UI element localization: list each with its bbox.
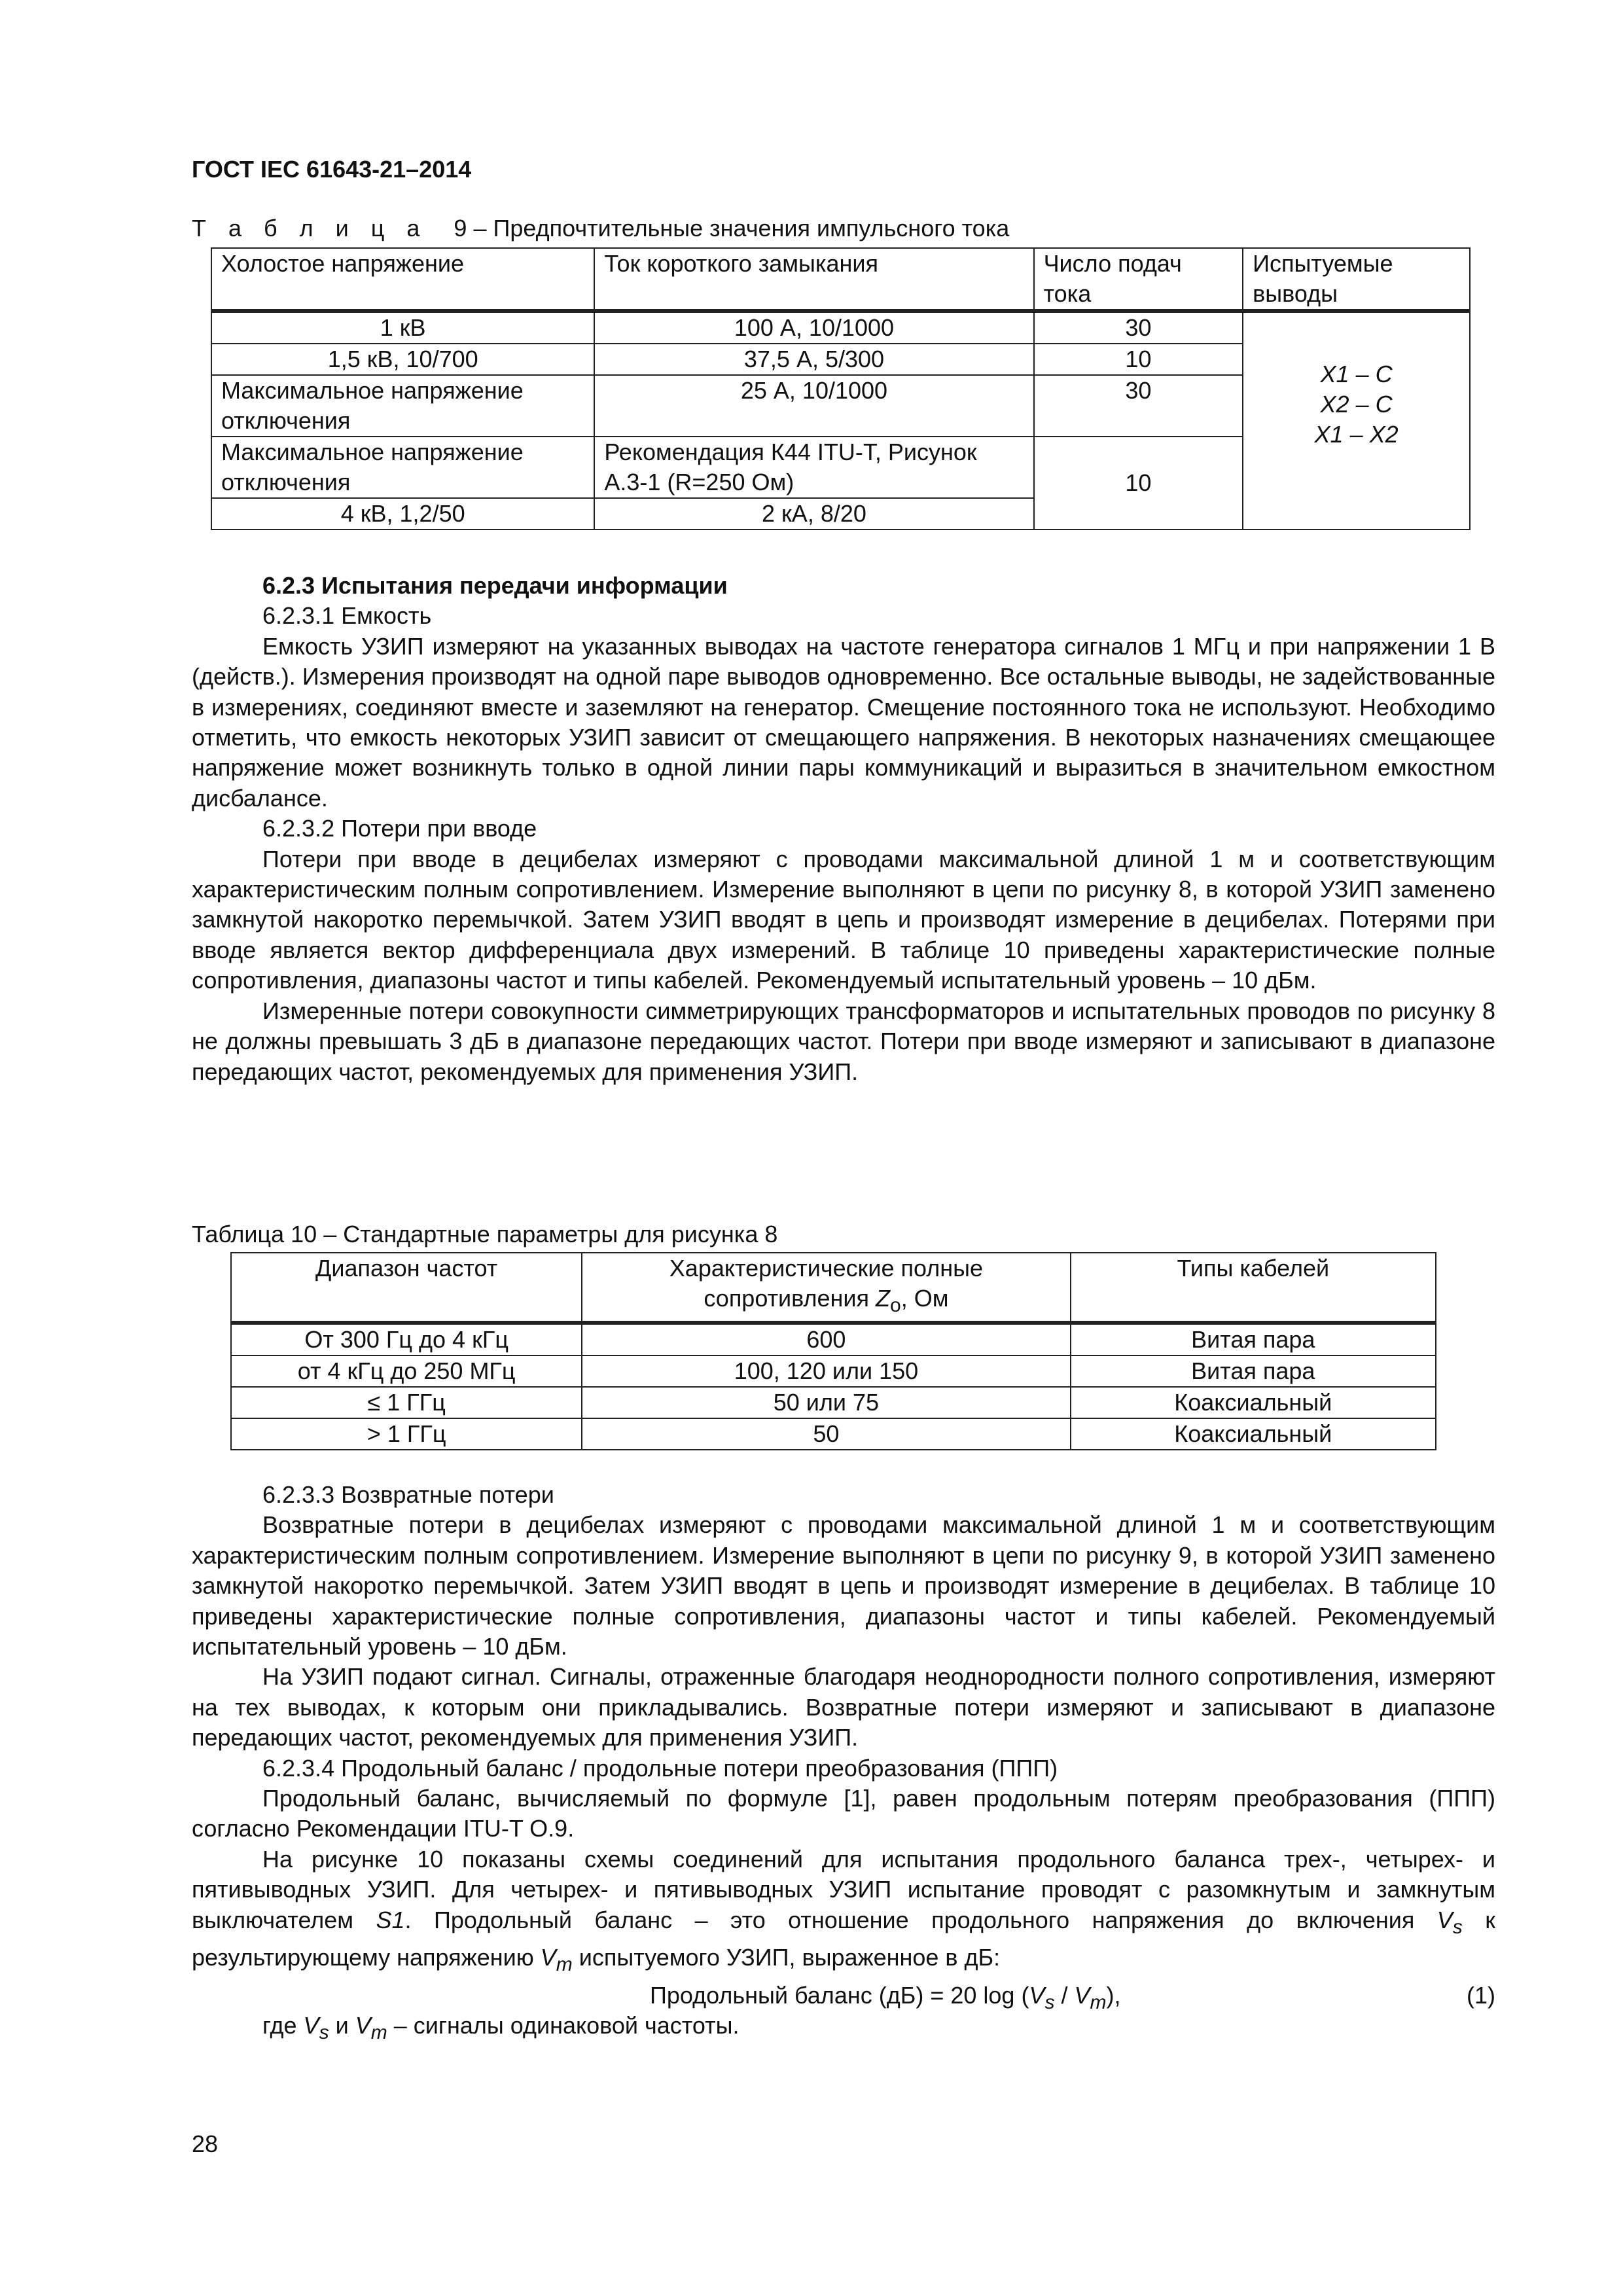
paragraph: Емкость УЗИП измеряют на указанных выводах на частоте генератора сигналов 1 МГц и при напряжении 1 В (действ.). Измерения производят на одной паре выводов одновременно. Все остальные выводы, не задействованные в измерениях, соединяют вместе и заземляют на генератор. Смещение постоянного тока не используют. Необходимо отметить, что емкость некоторых УЗИП зависит от смещающего напряжения. В некоторых назначениях смещающее напряжение может возникнуть только в одной линии пары коммуникаций и выразиться в значительном емкостном дисбалансе.	[192, 632, 1495, 812]
text: – сигналы одинаковой частоты.	[387, 2011, 740, 2039]
symbol: V	[540, 1944, 556, 1971]
table10-header-row	[231, 1253, 1436, 1323]
table-cell: 50	[582, 1418, 1070, 1450]
text: к результирующему напряжению	[192, 1906, 1495, 1971]
terminal-label: X2 – C	[1320, 391, 1393, 418]
symbol: Z	[876, 1285, 890, 1312]
header-line	[592, 1283, 1060, 1321]
terminal-label: X1 – X2	[1314, 421, 1399, 448]
page-number: 28	[192, 2130, 219, 2157]
table-cell: Рекомендация К44 ITU-T, Рисунок А.3-1 (R=250 Ом)	[594, 437, 1033, 498]
symbol: V	[1436, 1906, 1453, 1933]
table9-header-row	[211, 248, 1470, 311]
subsection-heading: 6.2.3.1 Емкость	[262, 602, 432, 630]
table9-header-cell: Холостое напряжение	[211, 248, 594, 311]
table10-header-cell: Диапазон частот	[231, 1253, 582, 1323]
subscript: m	[1090, 1992, 1107, 2014]
paragraph	[192, 1844, 1495, 1981]
section-6-2-3	[192, 571, 1495, 1087]
symbol: V	[1029, 1981, 1045, 2009]
paragraph: Продольный баланс, вычисляемый по формуле [1], равен продольным потерям преобразования (ППП) согласно Рекомендации ITU-T O.9.	[192, 1785, 1495, 1842]
table-cell: 10	[1034, 437, 1243, 529]
table9-header-cell: Ток короткого замыкания	[594, 248, 1033, 311]
subscript: o	[890, 1295, 901, 1317]
table-cell: 30	[1034, 375, 1243, 437]
text: испытуемого УЗИП, выраженное в дБ:	[572, 1944, 1001, 1971]
table-cell: 4 кВ, 1,2/50	[211, 498, 594, 529]
terminal-label: X1 – C	[1320, 361, 1393, 387]
section-heading: 6.2.3 Испытания передачи информации	[262, 572, 728, 599]
table-cell: 1 кВ	[211, 311, 594, 344]
table-cell: 600	[582, 1323, 1070, 1355]
subscript: m	[370, 2022, 387, 2044]
text: /	[1054, 1981, 1075, 2009]
header-text: , Ом	[901, 1285, 949, 1312]
table-cell: 30	[1034, 311, 1243, 344]
subscript: s	[1044, 1992, 1055, 2014]
formula-number: (1)	[1467, 1981, 1495, 2009]
table9-header-cell: Испытуемые выводы	[1243, 248, 1470, 311]
paragraph: Измеренные потери совокупности симметрирующих трансформаторов и испытательных проводов по рисунку 8 не должны превышать 3 дБ в диапазоне передающих частот. Потери при вводе измеряют и записывают в диапазоне передающих частот, рекомендуемых для применения УЗИП.	[192, 997, 1495, 1085]
table10	[230, 1252, 1436, 1450]
table-cell: Витая пара	[1071, 1323, 1436, 1355]
table-cell: > 1 ГГц	[231, 1418, 582, 1450]
table10-header-cell	[582, 1253, 1070, 1323]
table-cell: Максимальное напряжение отключения	[211, 437, 594, 498]
text: и	[329, 2011, 355, 2039]
text: ),	[1106, 1981, 1121, 2009]
subscript: s	[1452, 1916, 1463, 1938]
table10-header-cell: Типы кабелей	[1071, 1253, 1436, 1323]
table9-caption-word: Т а б л и ц а	[192, 215, 428, 242]
table-row	[231, 1355, 1436, 1387]
table-cell: ≤ 1 ГГц	[231, 1387, 582, 1418]
table-cell: 37,5 А, 5/300	[594, 344, 1033, 375]
table-cell: От 300 Гц до 4 кГц	[231, 1323, 582, 1355]
document-header: ГОСТ IEC 61643-21–2014	[192, 156, 472, 183]
table-cell: 2 кА, 8/20	[594, 498, 1033, 529]
paragraph: Потери при вводе в децибелах измеряют с проводами максимальной длиной 1 м и соответствующим характеристическим полным сопротивлением. Измерение выполняют в цепи по рисунку 8, в которой УЗИП заменено замкнутой накоротко перемычкой. Затем УЗИП вводят в цепь и производят измерение в децибелах. Потерями при вводе является вектор дифференциала двух измерений. В таблице 10 приведены характеристические полные сопротивления, диапазоны частот и типы кабелей. Рекомендуемый испытательный уровень – 10 дБм.	[192, 845, 1495, 994]
table-cell: 100 А, 10/1000	[594, 311, 1033, 344]
formula-expression	[650, 1981, 1120, 2018]
subsection-heading: 6.2.3.2 Потери при вводе	[262, 815, 537, 842]
table-row	[231, 1387, 1436, 1418]
table-cell: 50 или 75	[582, 1387, 1070, 1418]
paragraph: Возвратные потери в децибелах измеряют с проводами максимальной длиной 1 м и соответствующим характеристическим полным сопротивлением. Измерение выполняют в цепи по рисунку 9, в которой УЗИП заменено замкнутой накоротко перемычкой. Затем УЗИП вводят в цепь и производят измерение в децибелах. В таблице 10 приведены характеристические полные сопротивления, диапазоны частот и типы кабелей. Рекомендуемый испытательный уровень – 10 дБм.	[192, 1511, 1495, 1660]
table9-header-cell: Число подач тока	[1034, 248, 1243, 311]
symbol: S1	[376, 1906, 405, 1933]
text: На рисунке 10 показаны схемы соединений для испытания продольного баланса трех-, четырех- и пятивыводных УЗИП. Для четырех- и пятивыводных УЗИП испытание проводят с разомкнутым и замкнутым выключателем	[192, 1845, 1495, 1933]
subsection-heading: 6.2.3.4 Продольный баланс / продольные потери преобразования (ППП)	[262, 1754, 1058, 1782]
subscript: s	[319, 2022, 329, 2044]
symbol: V	[355, 2011, 371, 2039]
table10-caption: Таблица 10 – Стандартные параметры для рисунка 8	[192, 1221, 778, 1247]
header-text: сопротивления	[704, 1285, 869, 1312]
paragraph: На УЗИП подают сигнал. Сигналы, отраженные благодаря неоднородности полного сопротивления, измеряют на тех выводах, к которым они прикладывались. Возвратные потери измеряют и записывают в диапазоне передающих частот, рекомендуемых для применения УЗИП.	[192, 1663, 1495, 1751]
table-row	[211, 311, 1470, 344]
subscript: m	[556, 1954, 573, 1976]
table-cell: от 4 кГц до 250 МГц	[231, 1355, 582, 1387]
table9-terminals-cell	[1243, 311, 1470, 529]
header-line: Характеристические полные	[669, 1255, 984, 1282]
table9-caption	[192, 215, 1009, 242]
table-cell: Максимальное напряжение отключения	[211, 375, 594, 437]
table-cell: Коаксиальный	[1071, 1418, 1436, 1450]
table9-caption-title: 9 – Предпочтительные значения импульсного тока	[454, 215, 1010, 242]
table-row	[231, 1323, 1436, 1355]
table-cell: Коаксиальный	[1071, 1387, 1436, 1418]
table-cell: 25 А, 10/1000	[594, 375, 1033, 437]
symbol: V	[303, 2011, 319, 2039]
text: Продольный баланс (дБ) = 20 log (	[650, 1981, 1029, 2009]
text: . Продольный баланс – это отношение продольного напряжения до включения	[404, 1906, 1437, 1933]
table9	[211, 247, 1471, 530]
formula	[192, 1981, 1495, 2014]
symbol: V	[1074, 1981, 1090, 2009]
table-cell: 10	[1034, 344, 1243, 375]
table-cell: 1,5 кВ, 10/700	[211, 344, 594, 375]
table-row	[231, 1418, 1436, 1450]
table-cell: Витая пара	[1071, 1355, 1436, 1387]
table-cell: 100, 120 или 150	[582, 1355, 1070, 1387]
section-6-2-3-3	[192, 1480, 1495, 2048]
text: где	[262, 2011, 304, 2039]
subsection-heading: 6.2.3.3 Возвратные потери	[262, 1481, 554, 1508]
